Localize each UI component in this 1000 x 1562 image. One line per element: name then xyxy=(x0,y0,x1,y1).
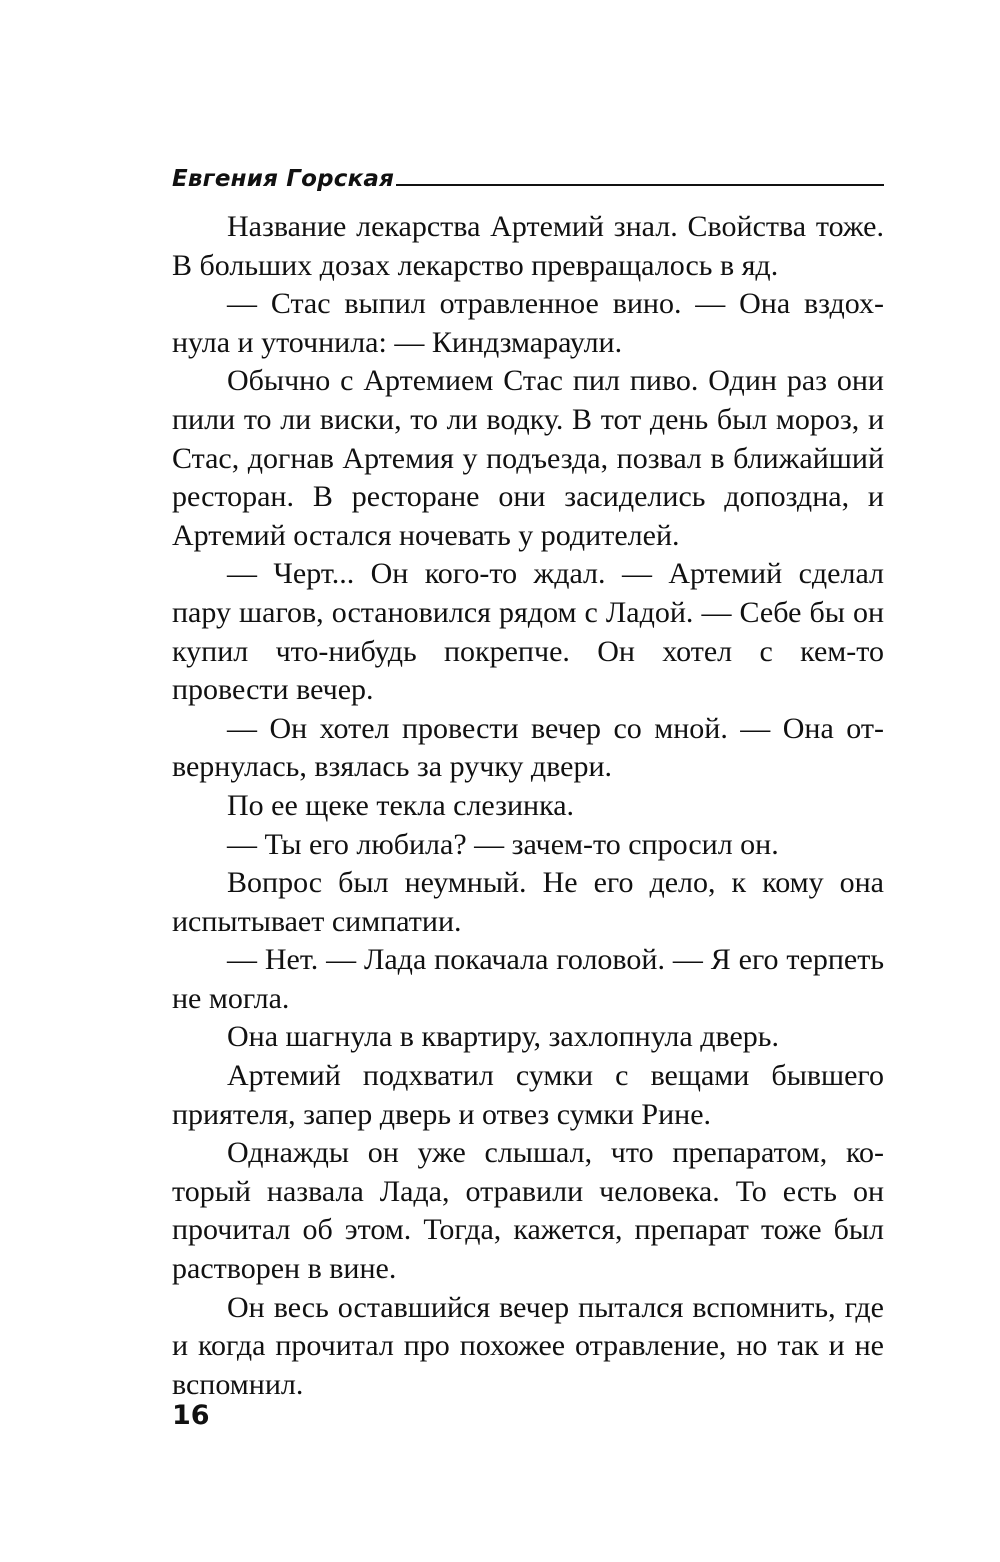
paragraph: Она шагнула в квартиру, захлопнула дверь. xyxy=(227,1020,779,1054)
paragraph: — Нет. — Лада покачала головой. — Я его терпеть не могла. xyxy=(172,943,884,1015)
running-head xyxy=(172,158,884,192)
header-rule xyxy=(396,184,884,186)
paragraph: Вопрос был неумный. Не его дело, к кому она испытывает симпатии. xyxy=(172,866,884,938)
paragraph: Артемий подхватил сумки с вещами бывшего приятеля, запер дверь и отвез сумки Рине. xyxy=(172,1059,884,1131)
paragraph: Название лекарства Артемий знал. Свойства тоже. В больших дозах лекарство превращалось в яд. xyxy=(172,210,884,282)
paragraph: Однажды он уже слышал, что препаратом, который назвала Лада, отравили человека. То есть он прочитал об этом. Тогда, кажется, препарат тоже был растворен в вине. xyxy=(172,1136,884,1286)
author-name: Евгения Горская xyxy=(172,166,395,192)
paragraph: — Он хотел провести вечер со мной. — Она отвернулась, взялась за ручку двери. xyxy=(172,711,884,784)
paragraph: — Ты его любила? — зачем-то спросил он. xyxy=(227,827,779,861)
body-text xyxy=(172,208,884,1404)
paragraph: — Стас выпил отравленное вино. — Она вздохнула и уточнила: — Киндзмараули. xyxy=(172,287,884,359)
paragraph: — Черт... Он кого-то ждал. — Артемий сделал пару шагов, остановился рядом с Ладой. — Себе бы он купил что-нибудь покрепче. Он хотел с кем-то провести вечер. xyxy=(172,557,884,707)
page-number: 16 xyxy=(172,1400,210,1431)
paragraph: Обычно с Артемием Стас пил пиво. Один раз они пили то ли виски, то ли водку. В тот день был мороз, и Стас, догнав Артемия у подъезда, позвал в ближайший ресторан. В ресторане они засиделись допоздна, и Артемий остался ночевать у родителей. xyxy=(172,364,884,552)
paragraph: Он весь оставшийся вечер пытался вспомнить, где и когда прочитал про похожее отравление, но так и не вспомнил. xyxy=(172,1290,884,1401)
paragraph: По ее щеке текла слезинка. xyxy=(227,788,575,822)
